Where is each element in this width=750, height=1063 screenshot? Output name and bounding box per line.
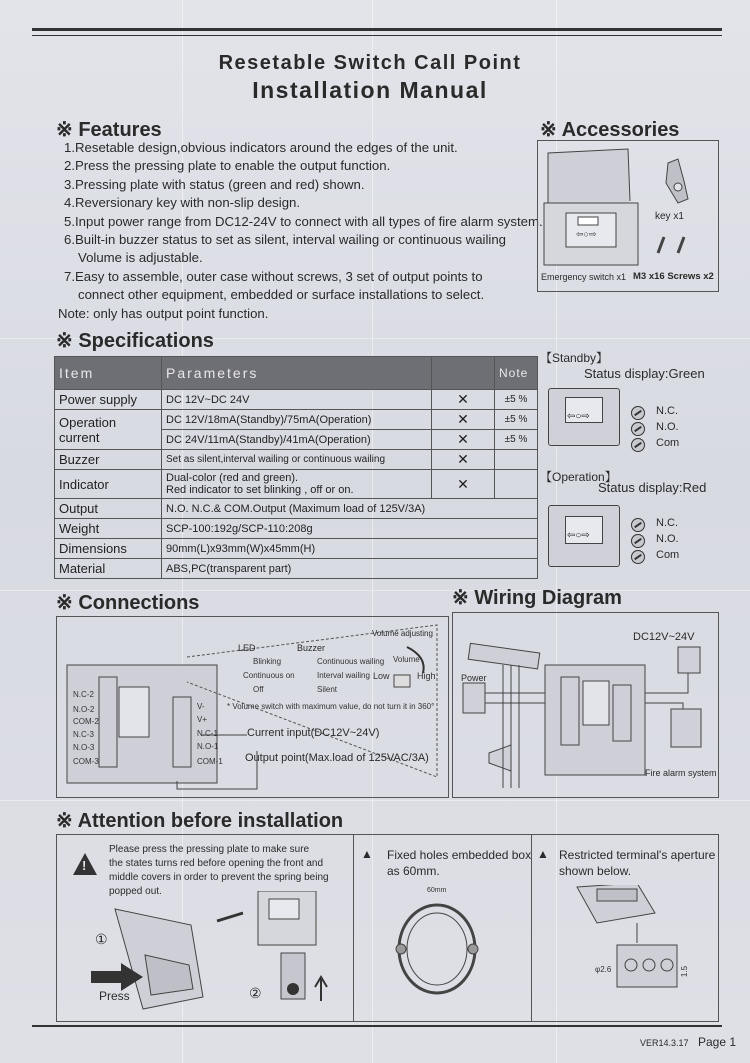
terminal-screw-icon [631,438,645,452]
continuous-on-label: Continuous on [243,671,295,680]
dimension-label: 1.5 [680,965,690,978]
com-label: Com [656,549,680,561]
terminal-label: COM-2 [73,717,99,726]
screws-label: M3 x16 Screws x2 [633,271,714,282]
buzzer-label: Buzzer [297,643,326,653]
step-1-label: ① [95,931,108,947]
silent-label: Silent [317,685,338,694]
volume-note: * Volume switch with maximum value, do not turn it in 360° [227,702,435,711]
fold-line [0,800,750,801]
terminal-label: COM-3 [73,757,99,766]
continuous-wailing-label: Continuous wailing [317,657,385,666]
standby-label: 【Standby】 [540,351,609,365]
press-label: Press [99,989,130,1003]
terminal-label: N.C-3 [73,730,94,739]
features-heading: ※ Features [56,119,162,141]
feature-item: 7.Easy to assemble, outer case without screws, 3 set of output points to [64,268,483,284]
attention-text: Please press the pressing plate to make sure the states turns red before opening the front and middle covers in order to prevent the spring being popped out. [109,844,329,897]
feature-item: 4.Reversionary key with non-slip design. [64,195,301,211]
com-label: Com [656,437,680,449]
feature-item: 6.Built-in buzzer status to set as silent, interval wailing or continuous wailing [64,232,507,248]
triangle-icon: ▲ [537,847,549,861]
triangle-icon: ▲ [361,847,373,861]
no-label: N.O. [656,421,679,433]
terminal-screw-icon [631,534,645,548]
terminal-screw-icon [631,422,645,436]
svg-text:⇦○⇨: ⇦○⇨ [576,229,597,239]
off-label: Off [253,685,264,694]
feature-item: Volume is adjustable. [78,250,203,266]
feature-item: 5.Input power range from DC12-24V to connect with all types of fire alarm system. [64,213,543,229]
accessories-heading: ※ Accessories [540,119,680,141]
low-label: Low [373,671,390,681]
emergency-switch-icon [544,149,638,265]
terminal-label: COM-1 [197,757,223,766]
table-row: Power supply DC 12V~DC 24V ✕ ±5 % [55,390,538,410]
key-icon [666,159,688,203]
attention-heading: ※ Attention before installation [56,810,344,832]
terminal-label: N.O-3 [73,743,95,752]
terminal-label: N.O-1 [197,742,219,751]
connections-box [56,616,449,798]
terminal-label: V+ [197,715,208,724]
screw-icon [658,237,684,253]
table-row: Indicator Dual-color (red and green). Red indicator to set blinking , off or on. ✕ [55,470,538,499]
feature-item: 2.Press the pressing plate to enable the output function. [64,158,391,174]
volume-label: Volume [393,655,420,664]
feature-item: connect other equipment, embedded or surface installations to select. [78,287,485,303]
col-empty [432,357,495,390]
led-label: LED [238,643,256,653]
diameter-label: φ2.6 [595,965,612,974]
operation-device-icon: ⇦○⇨ [548,505,620,567]
table-row: Buzzer Set as silent,interval wailing or continuous wailing ✕ [55,450,538,470]
page-number: Page 1 [698,1035,737,1049]
fire-alarm-label: Fire alarm system [645,768,717,778]
key-label: key x1 [655,211,684,222]
blinking-label: Blinking [253,657,282,666]
table-row: DC 24V/11mA(Standby)/41mA(Operation) ✕ ±5 % [55,430,538,450]
connections-heading: ※ Connections [56,592,200,614]
accessories-box [537,140,719,292]
features-list [58,139,543,323]
col-params: Parameters [162,357,432,390]
attention-box [56,834,719,1022]
terminal-screw-icon [631,406,645,420]
operation-label: 【Operation】 [540,470,617,484]
current-input-label: Current input(DC12V~24V) [247,727,380,739]
wiring-heading: ※ Wiring Diagram [452,587,622,609]
col-note: Note [495,357,538,390]
interval-wailing-label: Interval wailing [317,671,370,680]
nc-label: N.C. [656,517,678,529]
terminal-screw-icon [631,550,645,564]
terminal-label: N.C-2 [73,690,94,699]
output-point-label: Output point(Max.load of 125VAC/3A) [245,752,429,764]
table-header-row [55,357,538,390]
bottom-rule [32,1025,722,1027]
no-label: N.O. [656,533,679,545]
high-label: High [417,671,436,681]
accessories-illustration [538,141,718,291]
standby-status: Status display:Green [584,366,705,381]
col-item: Item [55,357,162,390]
title-line1: Resetable Switch Call Point [218,52,522,74]
volume-adjusting-label: Volume adjusting [372,629,433,638]
terminal-label: N.O-2 [73,705,95,714]
terminal-aperture-illustration [537,885,717,1005]
terminal-label: N.C-1 [197,729,218,738]
operation-status: Status display:Red [598,480,707,495]
terminal-screw-icon [631,518,645,532]
nc-label: N.C. [656,405,678,417]
table-row: Dimensions 90mm(L)x93mm(W)x45mm(H) [55,539,538,559]
dimension-label: 60mm [427,887,447,894]
table-row: Output N.O. N.C.& COM.Output (Maximum load of 125V/3A) [55,499,538,519]
top-rule-thin [32,35,722,36]
warning-icon [73,853,97,875]
specifications-heading: ※ Specifications [56,330,214,352]
table-row: Material ABS,PC(transparent part) [55,559,538,579]
feature-note: Note: only has output point function. [58,305,269,321]
switch-label: Emergency switch x1 [541,272,627,282]
fixed-holes-text: Fixed holes embedded box as 60mm. [387,848,532,878]
table-row: Operation current DC 12V/18mA(Standby)/75mA(Operation) ✕ ±5 % [55,410,538,430]
restricted-text: Restricted terminal's aperture shown below. [559,848,716,878]
embedded-box-illustration [387,897,507,1007]
specifications-table [54,356,538,579]
title-line2: Installation Manual [252,77,488,103]
wiring-box [452,612,719,798]
standby-device-icon: ⇦○⇨ [548,388,620,446]
step-2-label: ② [249,985,262,1001]
power-label: Power [461,673,487,683]
dc-label: DC12V~24V [633,631,695,643]
terminal-label: V- [197,702,205,711]
version-label: VER14.3.17 [640,1038,689,1048]
table-row: Weight SCP-100:192g/SCP-110:208g [55,519,538,539]
top-rule [32,28,722,31]
feature-item: 1.Resetable design,obvious indicators around the edges of the unit. [64,140,458,155]
feature-item: 3.Pressing plate with status (green and red) shown. [64,176,365,192]
